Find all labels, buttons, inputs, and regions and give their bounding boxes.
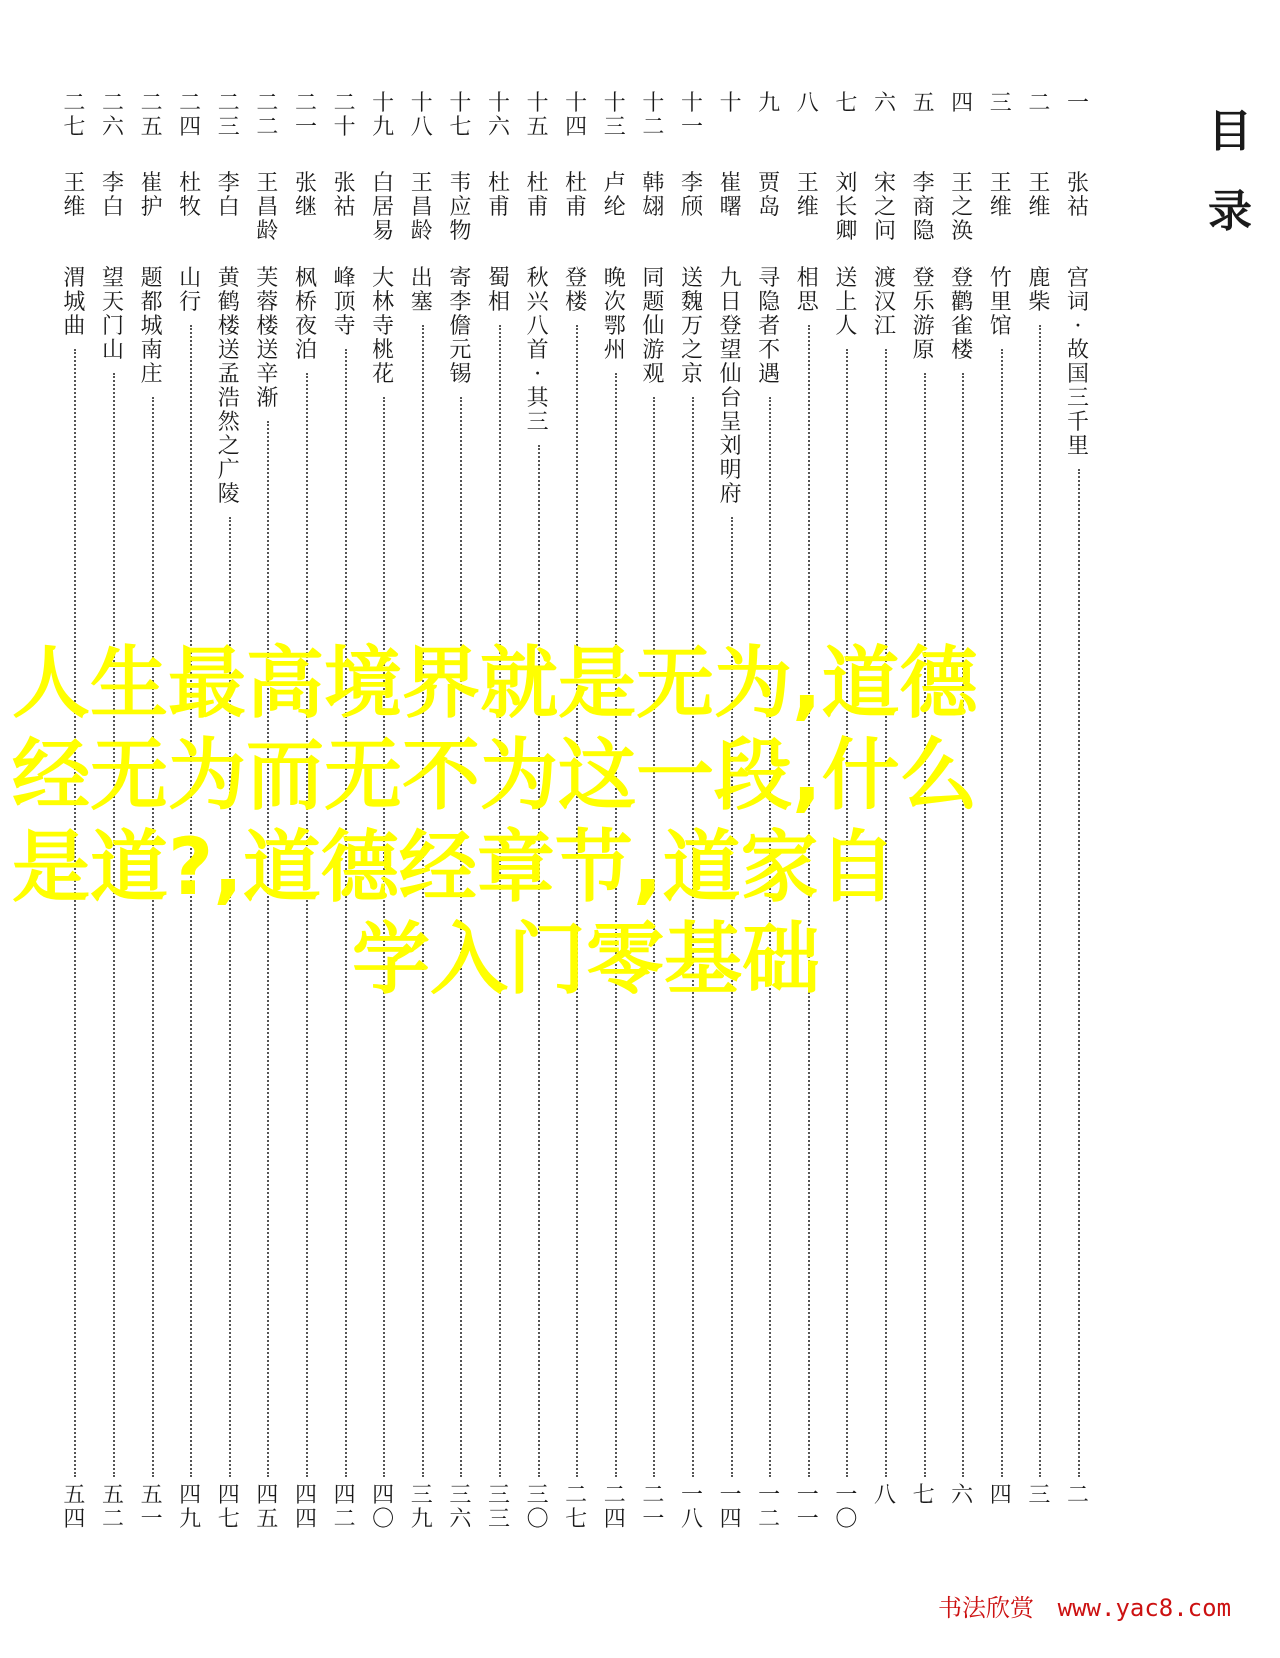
entry-title: 出 塞 — [410, 266, 433, 315]
entry-title: 黄 鹤 楼 送 孟 浩 然 之 广 陵 — [217, 266, 240, 507]
entry-title: 同 题 仙 游 观 — [642, 266, 665, 387]
entry-page: 三 — [1028, 1483, 1051, 1508]
entry-author: 王 维 — [1028, 171, 1051, 220]
entry-number: 十 — [719, 91, 742, 116]
entry-page: 三 〇 — [526, 1483, 549, 1532]
entry-page: 二 七 — [565, 1483, 588, 1532]
entry-author: 王 维 — [796, 171, 819, 220]
overlay-line: 是道?,道德经章节,道家自 — [12, 823, 897, 913]
entry-author: 李 白 — [217, 171, 240, 220]
entry-page: 四 五 — [256, 1483, 279, 1532]
entry-author: 张 继 — [294, 171, 317, 220]
entry-title: 枫 桥 夜 泊 — [294, 266, 317, 363]
entry-author: 王 维 — [989, 171, 1012, 220]
entry-author: 王 昌 龄 — [410, 171, 433, 244]
entry-title: 寄 李 儋 元 锡 — [449, 266, 472, 387]
entry-number: 二 七 — [63, 91, 86, 140]
entry-title: 晚 次 鄂 州 — [603, 266, 626, 363]
entry-title: 峰 顶 寺 — [333, 266, 356, 339]
entry-page: 二 四 — [603, 1483, 626, 1532]
entry-page: 一 一 — [796, 1483, 819, 1532]
entry-author: 杜 牧 — [179, 171, 202, 220]
entry-number: 五 — [912, 91, 935, 116]
entry-number: 一 — [1066, 91, 1089, 116]
entry-title: 渡 汉 江 — [873, 266, 896, 339]
entry-number: 二 五 — [140, 91, 163, 140]
overlay-line: 学入门零基础 — [352, 915, 821, 1005]
entry-title: 竹 里 馆 — [989, 266, 1012, 339]
entry-author: 刘 长 卿 — [835, 171, 858, 244]
entry-author: 韩 翃 — [642, 171, 665, 220]
entry-page: 五 四 — [63, 1483, 86, 1532]
entry-page: 五 一 — [140, 1483, 163, 1532]
entry-author: 李 商 隐 — [912, 171, 935, 244]
entry-author: 崔 护 — [140, 171, 163, 220]
entry-page: 四 四 — [294, 1483, 317, 1532]
entry-author: 王 之 涣 — [951, 171, 974, 244]
entry-author: 宋 之 问 — [873, 171, 896, 244]
entry-title: 蜀 相 — [487, 266, 510, 315]
entry-title: 九 日 登 望 仙 台 呈 刘 明 府 — [719, 266, 742, 507]
entry-title: 渭 城 曲 — [63, 266, 86, 339]
entry-number: 九 — [758, 91, 781, 116]
entry-title: 望 天 门 山 — [101, 266, 124, 363]
entry-number: 十 六 — [487, 91, 510, 140]
entry-number: 二 — [1028, 91, 1051, 116]
entry-title: 登 乐 游 原 — [912, 266, 935, 363]
entry-number: 二 六 — [101, 91, 124, 140]
entry-title: 芙 蓉 楼 送 辛 渐 — [256, 266, 279, 411]
entry-number: 四 — [951, 91, 974, 116]
entry-page: 二 — [1066, 1483, 1089, 1508]
entry-page: 四 〇 — [372, 1483, 395, 1532]
entry-number: 十 一 — [680, 91, 703, 140]
entry-page: 三 九 — [410, 1483, 433, 1532]
entry-number: 二 一 — [294, 91, 317, 140]
entry-page: 二 一 — [642, 1483, 665, 1532]
entry-number: 七 — [835, 91, 858, 116]
site-watermark[interactable] — [938, 1588, 1231, 1623]
entry-author: 白 居 易 — [372, 171, 395, 244]
entry-number: 十 九 — [372, 91, 395, 140]
entry-page: 四 二 — [333, 1483, 356, 1532]
entry-page: 一 〇 — [835, 1483, 858, 1532]
entry-number: 十 五 — [526, 91, 549, 140]
entry-number: 二 十 — [333, 91, 356, 140]
watermark-url[interactable]: www.yac8.com — [1057, 1594, 1232, 1622]
entry-author: 卢 纶 — [603, 171, 626, 220]
entry-number: 六 — [873, 91, 896, 116]
entry-number: 十 七 — [449, 91, 472, 140]
entry-page: 三 六 — [449, 1483, 472, 1532]
entry-number: 十 八 — [410, 91, 433, 140]
entry-title: 送 魏 万 之 京 — [680, 266, 703, 387]
entry-title: 登 楼 — [565, 266, 588, 315]
entry-author: 崔 曙 — [719, 171, 742, 220]
entry-page: 三 三 — [487, 1483, 510, 1532]
entry-number: 二 四 — [179, 91, 202, 140]
entry-title: 秋 兴 八 首 · 其 三 — [526, 266, 549, 435]
entry-number: 十 三 — [603, 91, 626, 140]
entry-title: 大 林 寺 桃 花 — [372, 266, 395, 387]
entry-title: 宫 词 · 故 国 三 千 里 — [1066, 266, 1089, 459]
entry-title: 登 鹳 雀 楼 — [951, 266, 974, 363]
entry-title: 送 上 人 — [835, 266, 858, 339]
toc-heading: 目 录 — [1208, 106, 1252, 237]
entry-title: 题 都 城 南 庄 — [140, 266, 163, 387]
entry-page: 一 八 — [680, 1483, 703, 1532]
entry-number: 八 — [796, 91, 819, 116]
entry-page: 四 — [989, 1483, 1012, 1508]
entry-author: 李 白 — [101, 171, 124, 220]
entry-author: 杜 甫 — [487, 171, 510, 220]
entry-page: 五 二 — [101, 1483, 124, 1532]
entry-number: 十 四 — [565, 91, 588, 140]
entry-page: 一 二 — [758, 1483, 781, 1532]
entry-author: 李 颀 — [680, 171, 703, 220]
entry-title: 相 思 — [796, 266, 819, 315]
entry-title: 鹿 柴 — [1028, 266, 1051, 315]
overlay-caption — [12, 638, 1212, 1006]
entry-author: 王 维 — [63, 171, 86, 220]
entry-page: 四 九 — [179, 1483, 202, 1532]
entry-author: 张 祜 — [1066, 171, 1089, 220]
entry-author: 贾 岛 — [758, 171, 781, 220]
entry-author: 杜 甫 — [526, 171, 549, 220]
entry-page: 四 七 — [217, 1483, 240, 1532]
entry-author: 韦 应 物 — [449, 171, 472, 244]
entry-number: 三 — [989, 91, 1012, 116]
entry-number: 十 二 — [642, 91, 665, 140]
entry-number: 二 三 — [217, 91, 240, 140]
entry-page: 七 — [912, 1483, 935, 1508]
entry-page: 八 — [873, 1483, 896, 1508]
entry-title: 寻 隐 者 不 遇 — [758, 266, 781, 387]
entry-title: 山 行 — [179, 266, 202, 315]
entry-page: 一 四 — [719, 1483, 742, 1532]
overlay-line: 经无为而无不为这一段,什么 — [12, 731, 978, 821]
watermark-text: 书法欣赏 — [938, 1594, 1034, 1622]
entry-author: 杜 甫 — [565, 171, 588, 220]
entry-number: 二 二 — [256, 91, 279, 140]
overlay-line: 人生最高境界就是无为,道德 — [12, 639, 978, 729]
entry-page: 六 — [951, 1483, 974, 1508]
entry-author: 王 昌 龄 — [256, 171, 279, 244]
entry-author: 张 祜 — [333, 171, 356, 220]
